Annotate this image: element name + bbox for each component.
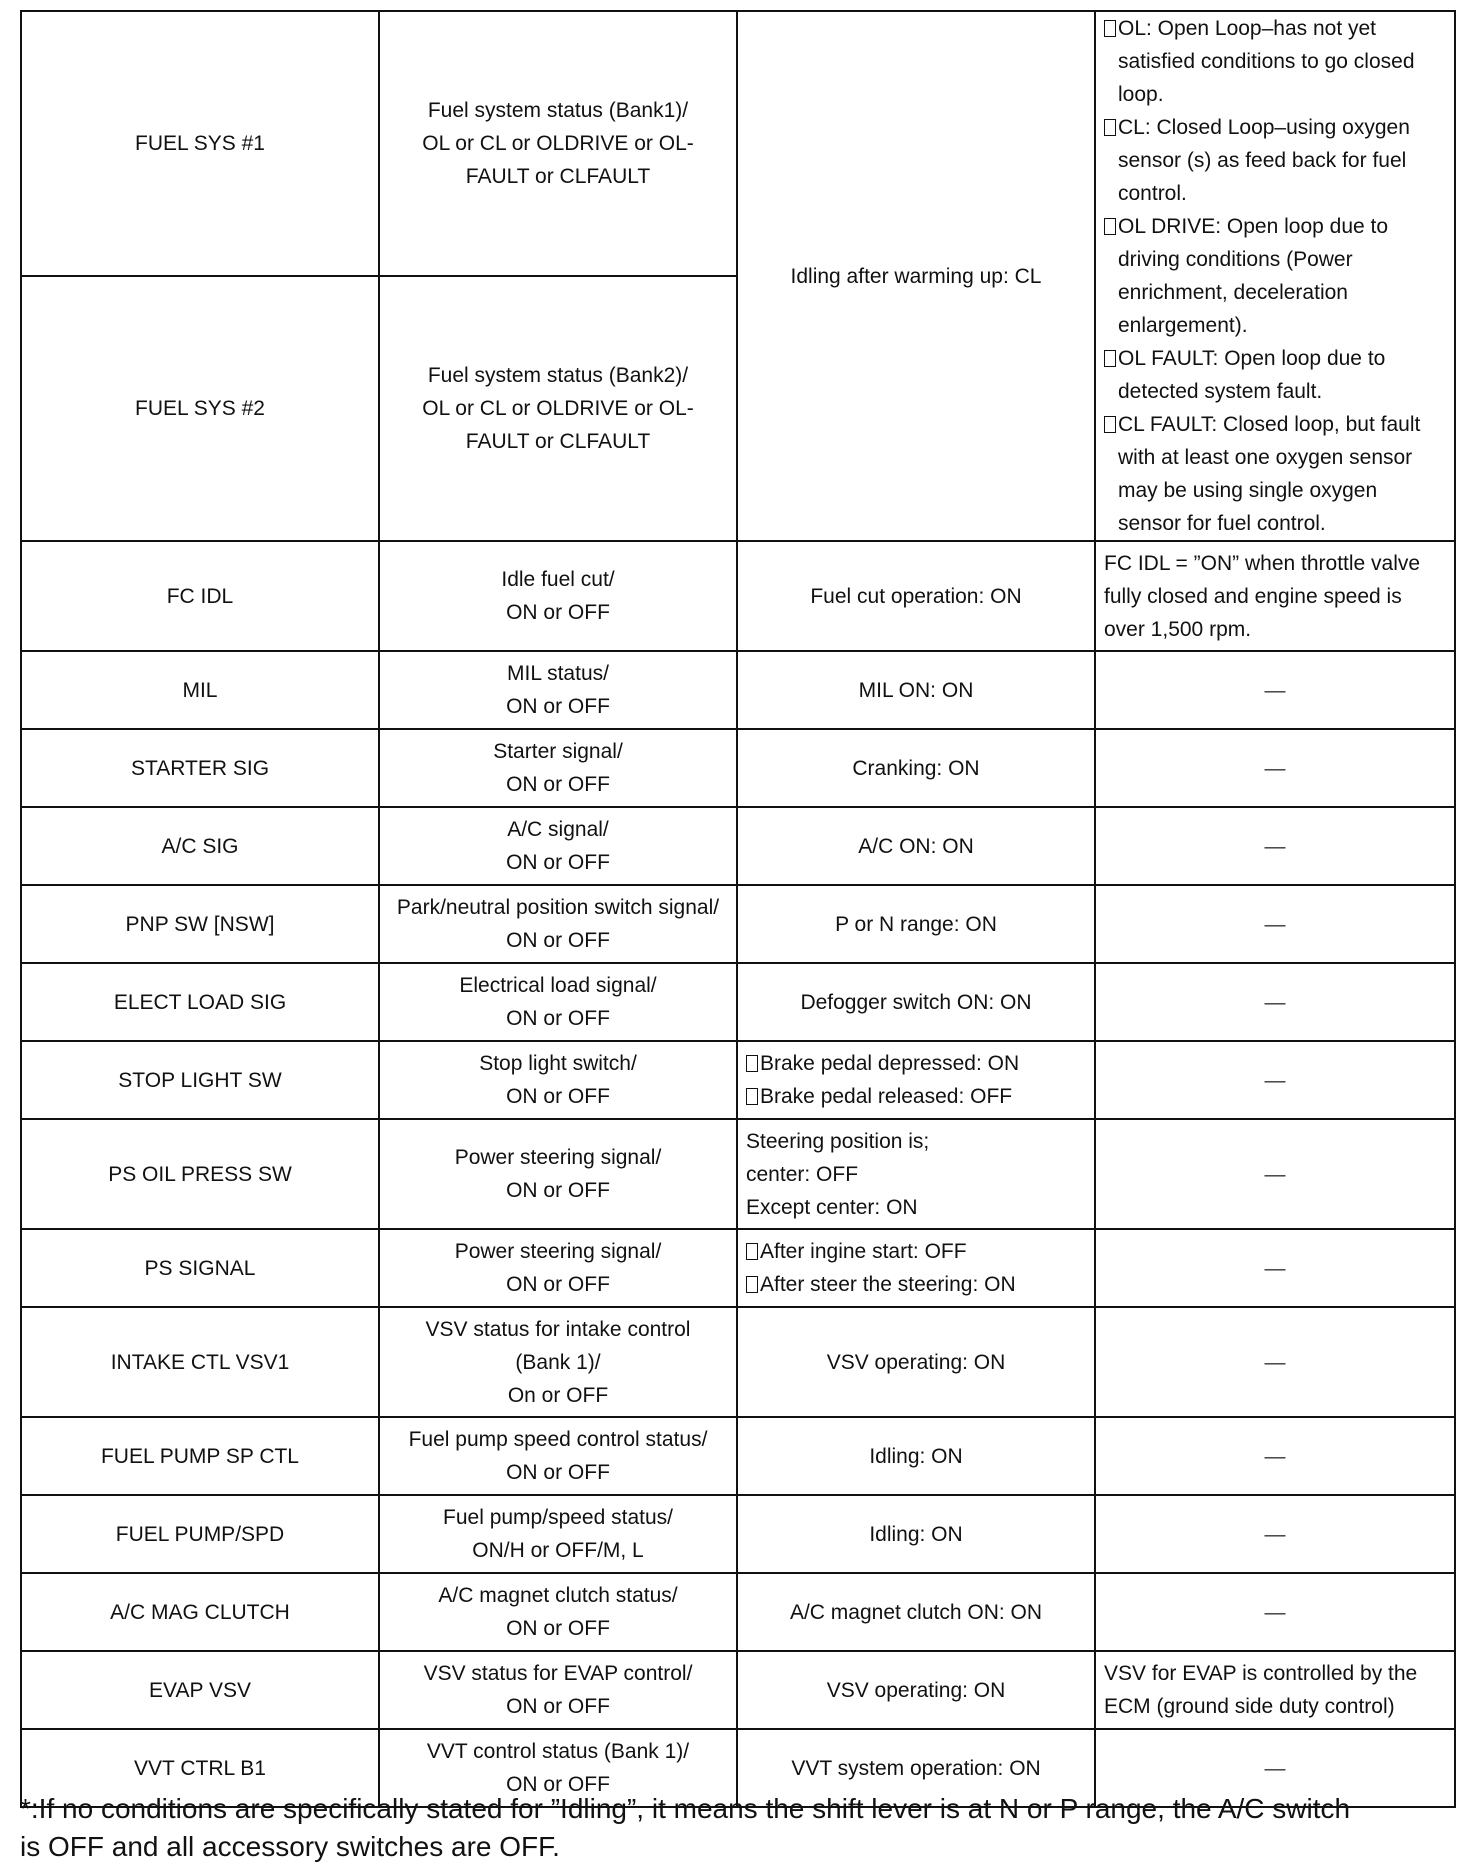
condition-cell: Steering position is; center: OFF Except center: ON [737,1119,1095,1229]
condition-cell: Idling: ON [737,1495,1095,1573]
measure-cell: VSV status for intake control (Bank 1)/ On or OFF [379,1307,737,1417]
measure-cell: Starter signal/ ON or OFF [379,729,737,807]
measure-cell: Fuel system status (Bank1)/ OL or CL or OLDRIVE or OL- FAULT or CLFAULT [379,11,737,276]
table-row [21,729,1455,807]
condition-cell: VVT system operation: ON [737,1729,1095,1807]
item-cell: STOP LIGHT SW [21,1041,379,1119]
item-cell [21,11,379,276]
checkbox-square-icon [1104,416,1116,433]
item-cell: ELECT LOAD SIG [21,963,379,1041]
note-cell: — [1095,963,1455,1041]
checkbox-square-icon [746,1088,758,1105]
footnote-line: *:If no conditions are specifically stated for ”Idling”, it means the shift lever is at N or P range, the A/C switch [20,1793,1351,1824]
table-row [21,11,1455,276]
table-row [21,963,1455,1041]
table-row [21,1307,1455,1417]
table-row [21,1651,1455,1729]
condition-cell: MIL ON: ON [737,651,1095,729]
note-cell: — [1095,729,1455,807]
note-cell: — [1095,1229,1455,1307]
footnote-line: is OFF and all accessory switches are OFF. [20,1831,560,1862]
checkbox-square-icon [746,1243,758,1260]
item-cell: PNP SW [NSW] [21,885,379,963]
note-cell: — [1095,807,1455,885]
table-row [21,1229,1455,1307]
measure-cell: Idle fuel cut/ ON or OFF [379,541,737,651]
condition-cell: Fuel cut operation: ON [737,541,1095,651]
data-list-table [20,10,1456,1808]
condition-cell: A/C ON: ON [737,807,1095,885]
note-cell: FC IDL = ”ON” when throttle valve fully closed and engine speed is over 1,500 rpm. [1095,541,1455,651]
item-cell: VVT CTRL B1 [21,1729,379,1807]
table-row [21,807,1455,885]
table-row [21,1041,1455,1119]
note-cell: — [1095,885,1455,963]
note-cell: OL: Open Loop–has not yet satisfied conditions to go closed loop. CL: Closed Loop–using oxygen sensor (s) as feed back for fuel control. OL DRIVE: Open loop due to driving conditions (Power enrichment, deceleration enlargement). OL FAULT: Open loop due to detected system fault. CL FAULT: Closed loop, but fault with at least one oxygen sensor may be using single oxygen sensor for fuel control. [1095,11,1455,541]
note-cell: VSV for EVAP is controlled by the ECM (ground side duty control) [1095,1651,1455,1729]
condition-cell: Cranking: ON [737,729,1095,807]
measure-cell: A/C magnet clutch status/ ON or OFF [379,1573,737,1651]
condition-cell: After ingine start: OFF After steer the steering: ON [737,1229,1095,1307]
table-row [21,1119,1455,1229]
condition-cell: Brake pedal depressed: ON Brake pedal released: OFF [737,1041,1095,1119]
measure-cell: Fuel pump speed control status/ ON or OFF [379,1417,737,1495]
checkbox-square-icon [1104,350,1116,367]
note-cell: — [1095,1041,1455,1119]
measure-cell: Stop light switch/ ON or OFF [379,1041,737,1119]
condition-cell: Idling after warming up: CL [737,11,1095,541]
note-cell: — [1095,1119,1455,1229]
condition-cell: P or N range: ON [737,885,1095,963]
checkbox-square-icon [746,1276,758,1293]
note-cell: — [1095,1573,1455,1651]
item-cell: FUEL PUMP/SPD [21,1495,379,1573]
table-row [21,1573,1455,1651]
checkbox-square-icon [1104,119,1116,136]
note-cell: — [1095,1417,1455,1495]
item-cell: FC IDL [21,541,379,651]
condition-cell: VSV operating: ON [737,1651,1095,1729]
item-cell: MIL [21,651,379,729]
measure-cell: Fuel pump/speed status/ ON/H or OFF/M, L [379,1495,737,1573]
item-cell: STARTER SIG [21,729,379,807]
condition-cell: A/C magnet clutch ON: ON [737,1573,1095,1651]
measure-cell: Fuel system status (Bank2)/ OL or CL or OLDRIVE or OL- FAULT or CLFAULT [379,276,737,541]
table-row [21,651,1455,729]
measure-cell: Power steering signal/ ON or OFF [379,1119,737,1229]
item-label: FUEL SYS #2 [135,397,265,420]
checkbox-square-icon [746,1055,758,1072]
measure-cell: Electrical load signal/ ON or OFF [379,963,737,1041]
item-label: FUEL SYS #1 [135,132,265,155]
table-row [21,541,1455,651]
footnote [20,1790,1460,1866]
item-cell: A/C MAG CLUTCH [21,1573,379,1651]
measure-cell: VSV status for EVAP control/ ON or OFF [379,1651,737,1729]
measure-cell: A/C signal/ ON or OFF [379,807,737,885]
table-row [21,1417,1455,1495]
measure-cell: VVT control status (Bank 1)/ ON or OFF [379,1729,737,1807]
measure-cell: Park/neutral position switch signal/ ON or OFF [379,885,737,963]
note-cell: — [1095,1495,1455,1573]
condition-cell: Idling: ON [737,1417,1095,1495]
measure-cell: MIL status/ ON or OFF [379,651,737,729]
item-cell: A/C SIG [21,807,379,885]
item-cell: EVAP VSV [21,1651,379,1729]
item-cell [21,276,379,541]
item-cell: INTAKE CTL VSV1 [21,1307,379,1417]
note-cell: — [1095,1307,1455,1417]
condition-cell: Defogger switch ON: ON [737,963,1095,1041]
table-row [21,1495,1455,1573]
item-cell: PS SIGNAL [21,1229,379,1307]
checkbox-square-icon [1104,20,1116,37]
condition-cell: VSV operating: ON [737,1307,1095,1417]
note-cell: — [1095,651,1455,729]
checkbox-square-icon [1104,218,1116,235]
item-cell: FUEL PUMP SP CTL [21,1417,379,1495]
item-cell: PS OIL PRESS SW [21,1119,379,1229]
measure-cell: Power steering signal/ ON or OFF [379,1229,737,1307]
note-cell: — [1095,1729,1455,1807]
table-row [21,885,1455,963]
